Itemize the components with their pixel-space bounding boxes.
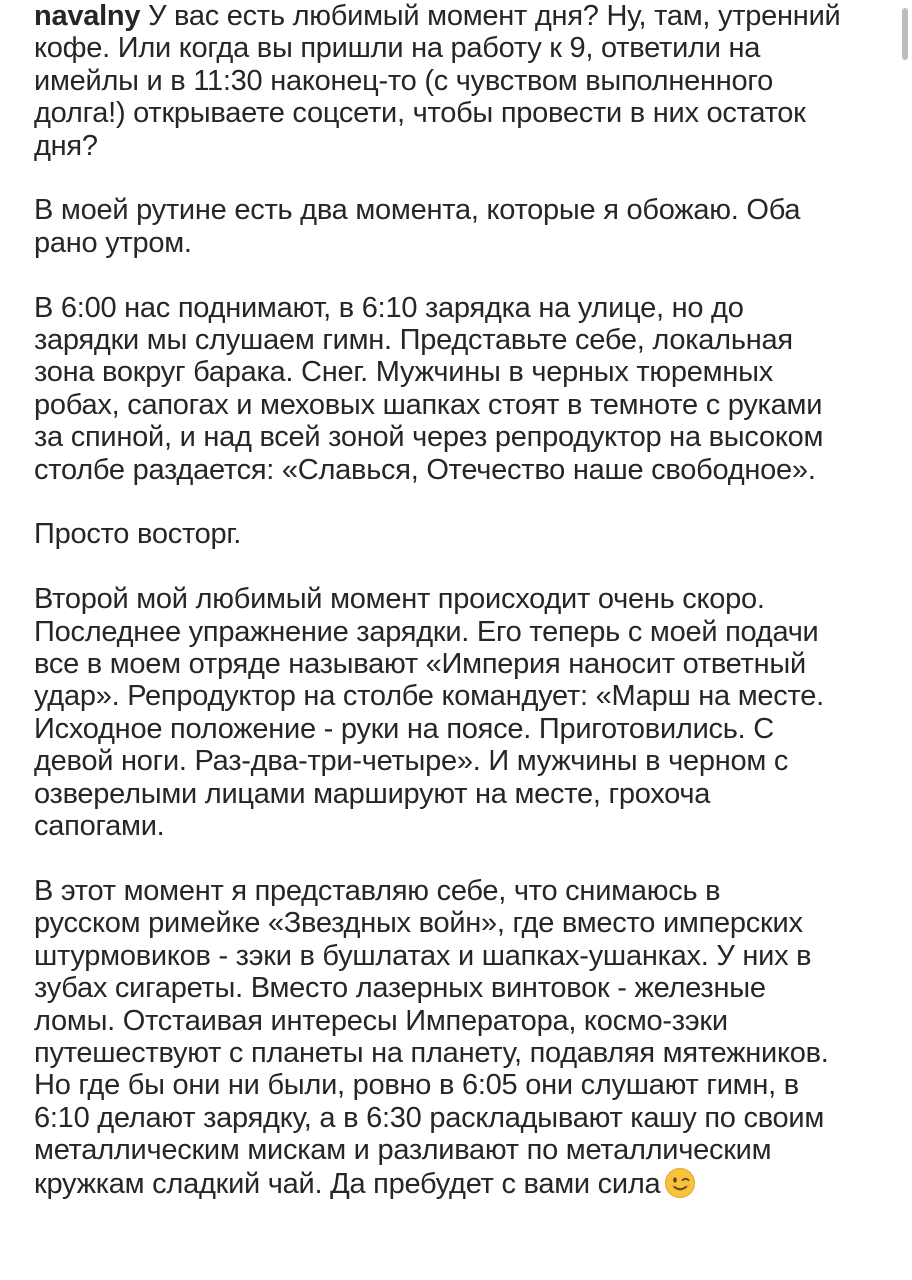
paragraph-gap — [34, 551, 894, 583]
caption-line: девой ноги. Раз-два-три-четыре». И мужчины в черном с — [34, 745, 789, 778]
caption-line: Последнее упражнение зарядки. Его теперь с моей подачи — [34, 615, 819, 648]
caption-paragraph-6 — [34, 875, 894, 1200]
caption-line: русском римейке «Звездных войн», где вместо имперских — [34, 907, 803, 940]
caption-line: зона вокруг барака. Снег. Мужчины в черных тюремных — [34, 356, 773, 389]
caption-paragraph-5 — [34, 583, 894, 842]
caption-line: долга!) открываете соцсети, чтобы провести в них остаток — [34, 97, 806, 130]
caption-line: Просто восторг. — [34, 518, 242, 551]
caption-paragraph-4 — [34, 518, 894, 550]
caption-line: рано утром. — [34, 226, 192, 259]
caption-line: дня? — [34, 129, 98, 162]
caption-line: Второй мой любимый момент происходит очень скоро. — [34, 583, 765, 616]
caption-line: кружкам сладкий чай. Да пребудет с вами сила — [34, 1167, 894, 1200]
caption-line: столбе раздается: «Славься, Отечество наше свободное». — [34, 453, 816, 486]
caption-line: кофе. Или когда вы пришли на работу к 9, ответили на — [34, 32, 761, 65]
paragraph-gap — [34, 162, 894, 194]
scrollbar-thumb[interactable] — [902, 8, 908, 60]
caption-line: металлическим мискам и разливают по металлическим — [34, 1134, 772, 1167]
caption-line: зубах сигареты. Вместо лазерных винтовок - железные — [34, 972, 766, 1005]
caption-line: В этот момент я представляю себе, что снимаюсь в — [34, 874, 721, 907]
caption-line: В моей рутине есть два момента, которые я обожаю. Оба — [34, 194, 801, 227]
caption-line: Исходное положение - руки на поясе. Приготовились. С — [34, 712, 774, 745]
post-caption — [34, 0, 894, 1200]
username-link[interactable]: navalny — [34, 0, 141, 32]
caption-paragraph-3 — [34, 292, 894, 486]
caption-line: navalny У вас есть любимый момент дня? Ну, там, утренний — [34, 0, 841, 32]
caption-line: сапогами. — [34, 810, 165, 843]
paragraph-gap — [34, 259, 894, 291]
caption-line: Но где бы они ни были, ровно в 6:05 они слушают гимн, в — [34, 1069, 799, 1102]
caption-paragraph-1 — [34, 0, 894, 162]
caption-line: ломы. Отстаивая интересы Императора, космо-зэки — [34, 1004, 728, 1037]
caption-line: все в моем отряде называют «Империя наносит ответный — [34, 648, 806, 681]
winking-face-icon — [664, 1167, 696, 1199]
caption-line: В 6:00 нас поднимают, в 6:10 зарядка на улице, но до — [34, 291, 744, 324]
paragraph-gap — [34, 843, 894, 875]
caption-line: робах, сапогах и меховых шапках стоят в темноте с руками — [34, 388, 823, 421]
caption-line: за спиной, и над всей зоной через репродуктор на высоком — [34, 421, 824, 454]
caption-paragraph-2 — [34, 194, 894, 259]
caption-line: 6:10 делают зарядку, а в 6:30 раскладывают кашу по своим — [34, 1101, 825, 1134]
caption-line: зарядки мы слушаем гимн. Представьте себе, локальная — [34, 324, 793, 357]
caption-line: удар». Репродуктор на столбе командует: «Марш на месте. — [34, 680, 824, 713]
caption-line: имейлы и в 11:30 наконец-то (с чувством выполненного — [34, 64, 773, 97]
caption-line: штурмовиков - зэки в бушлатах и шапках-ушанках. У них в — [34, 939, 812, 972]
paragraph-gap — [34, 486, 894, 518]
caption-line: путешествуют с планеты на планету, подавляя мятежников. — [34, 1036, 829, 1069]
caption-line: озверелыми лицами маршируют на месте, грохоча — [34, 777, 711, 810]
